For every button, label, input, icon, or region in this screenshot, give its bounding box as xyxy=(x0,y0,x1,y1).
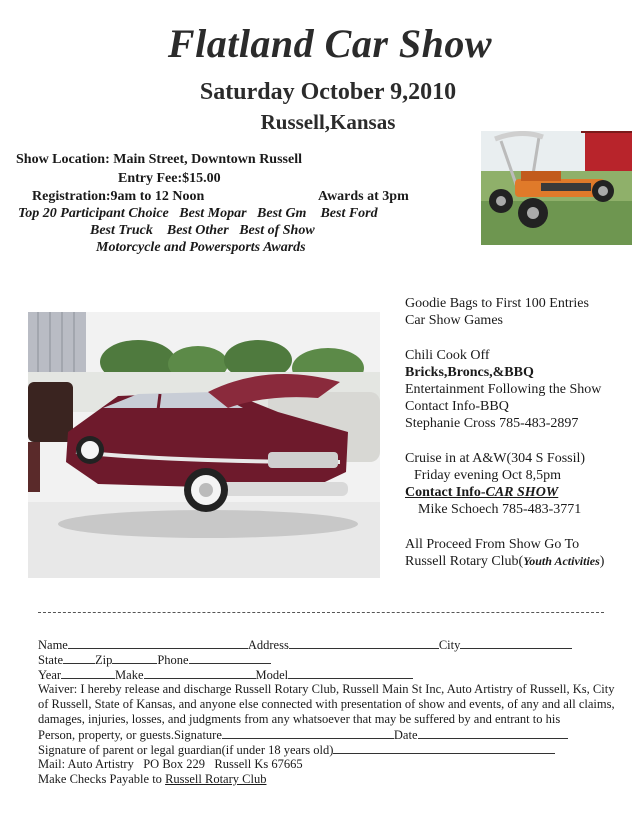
date-label: Date xyxy=(393,728,418,742)
proceeds-suffix: ) xyxy=(599,554,605,569)
entry-fee: Entry Fee:$15.00 xyxy=(118,171,221,186)
cut-line-divider xyxy=(38,612,604,613)
guardian-signature-field[interactable] xyxy=(333,742,555,754)
city-label: City xyxy=(438,638,461,652)
proceeds-line-2 xyxy=(405,554,604,570)
date-field[interactable] xyxy=(418,727,568,739)
state-field[interactable] xyxy=(63,652,95,664)
goodie-bags: Goodie Bags to First 100 Entries xyxy=(405,296,589,311)
checks-prefix: Make Checks Payable to xyxy=(38,772,166,786)
awards-line-3: Motorcycle and Powersports Awards xyxy=(96,240,306,255)
registration-time: Registration:9am to 12 Noon xyxy=(32,189,205,204)
classic-car-photo xyxy=(28,312,380,578)
page-title: Flatland Car Show xyxy=(167,21,493,66)
make-field[interactable] xyxy=(144,667,256,679)
cruise-time: Friday evening Oct 8,5pm xyxy=(414,468,561,483)
name-field[interactable] xyxy=(68,637,248,649)
proceeds-prefix: Russell Rotary Club( xyxy=(405,554,524,569)
show-location: Show Location: Main Street, Downtown Russell xyxy=(16,152,302,167)
awards-time: Awards at 3pm xyxy=(318,189,409,204)
zip-label: Zip xyxy=(95,653,113,667)
cruise-in: Cruise in at A&W(304 S Fossil) xyxy=(405,451,586,466)
year-label: Year xyxy=(38,668,62,682)
mail-address: Mail: Auto Artistry PO Box 229 Russell Ks 67665 xyxy=(38,757,303,771)
contact-info-car-show xyxy=(405,485,558,501)
awards-line-2: Best Truck Best Other Best of Show xyxy=(90,223,315,238)
name-label: Name xyxy=(38,638,68,652)
proceeds-italic: Youth Activities xyxy=(523,554,600,568)
contact-info-bbq: Contact Info-BBQ xyxy=(405,399,509,414)
model-label: Model xyxy=(255,668,289,682)
zip-field[interactable] xyxy=(112,652,157,664)
address-label: Address xyxy=(247,638,289,652)
checks-payable xyxy=(38,772,266,788)
contact-show-suffix: CAR SHOW xyxy=(485,485,559,500)
event-town: Russell,Kansas xyxy=(260,110,396,134)
bbq-contact-person: Stephanie Cross 785-483-2897 xyxy=(405,416,579,431)
waiver-line-2: of Russell, State of Kansas, and anyone else connected with presentation of show and events, of any and all claims, xyxy=(38,697,615,711)
phone-field[interactable] xyxy=(189,652,271,664)
state-label: State xyxy=(38,653,63,667)
chili-cook-off: Chili Cook Off xyxy=(405,348,490,363)
address-field[interactable] xyxy=(289,637,439,649)
hotrod-illustration xyxy=(481,131,632,245)
proceeds-line-1: All Proceed From Show Go To xyxy=(405,537,580,552)
year-field[interactable] xyxy=(61,667,115,679)
event-date: Saturday October 9,2010 xyxy=(199,79,457,105)
model-field[interactable] xyxy=(288,667,413,679)
bricks-broncs-bbq: Bricks,Broncs,&BBQ xyxy=(405,365,534,380)
city-field[interactable] xyxy=(460,637,572,649)
show-contact-person: Mike Schoech 785-483-3771 xyxy=(418,502,582,517)
awards-line-1: Top 20 Participant Choice Best Mopar Best Gm Best Ford xyxy=(18,206,378,221)
waiver-line-3: damages, injuries, losses, and judgments from any whatsoever that may be suffered by and entrant to his xyxy=(38,712,561,726)
checks-payee: Russell Rotary Club xyxy=(165,772,267,786)
waiver-line-4: Person, property, or guests.Signature xyxy=(38,728,222,742)
waiver-line-1: Waiver: I hereby release and discharge Russell Rotary Club, Russell Main St Inc, Auto Artistry of Russell, Ks, City xyxy=(38,682,615,696)
signature-field[interactable] xyxy=(222,727,394,739)
car-show-games: Car Show Games xyxy=(405,313,503,328)
guardian-label: Signature of parent or legal guardian(if under 18 years old) xyxy=(38,743,334,757)
phone-label: Phone xyxy=(157,653,189,667)
hotrod-photo xyxy=(481,131,632,245)
entertainment: Entertainment Following the Show xyxy=(405,382,602,397)
contact-show-prefix: Contact Info- xyxy=(405,485,486,500)
make-label: Make xyxy=(115,668,144,682)
classic-car-illustration xyxy=(28,312,380,578)
